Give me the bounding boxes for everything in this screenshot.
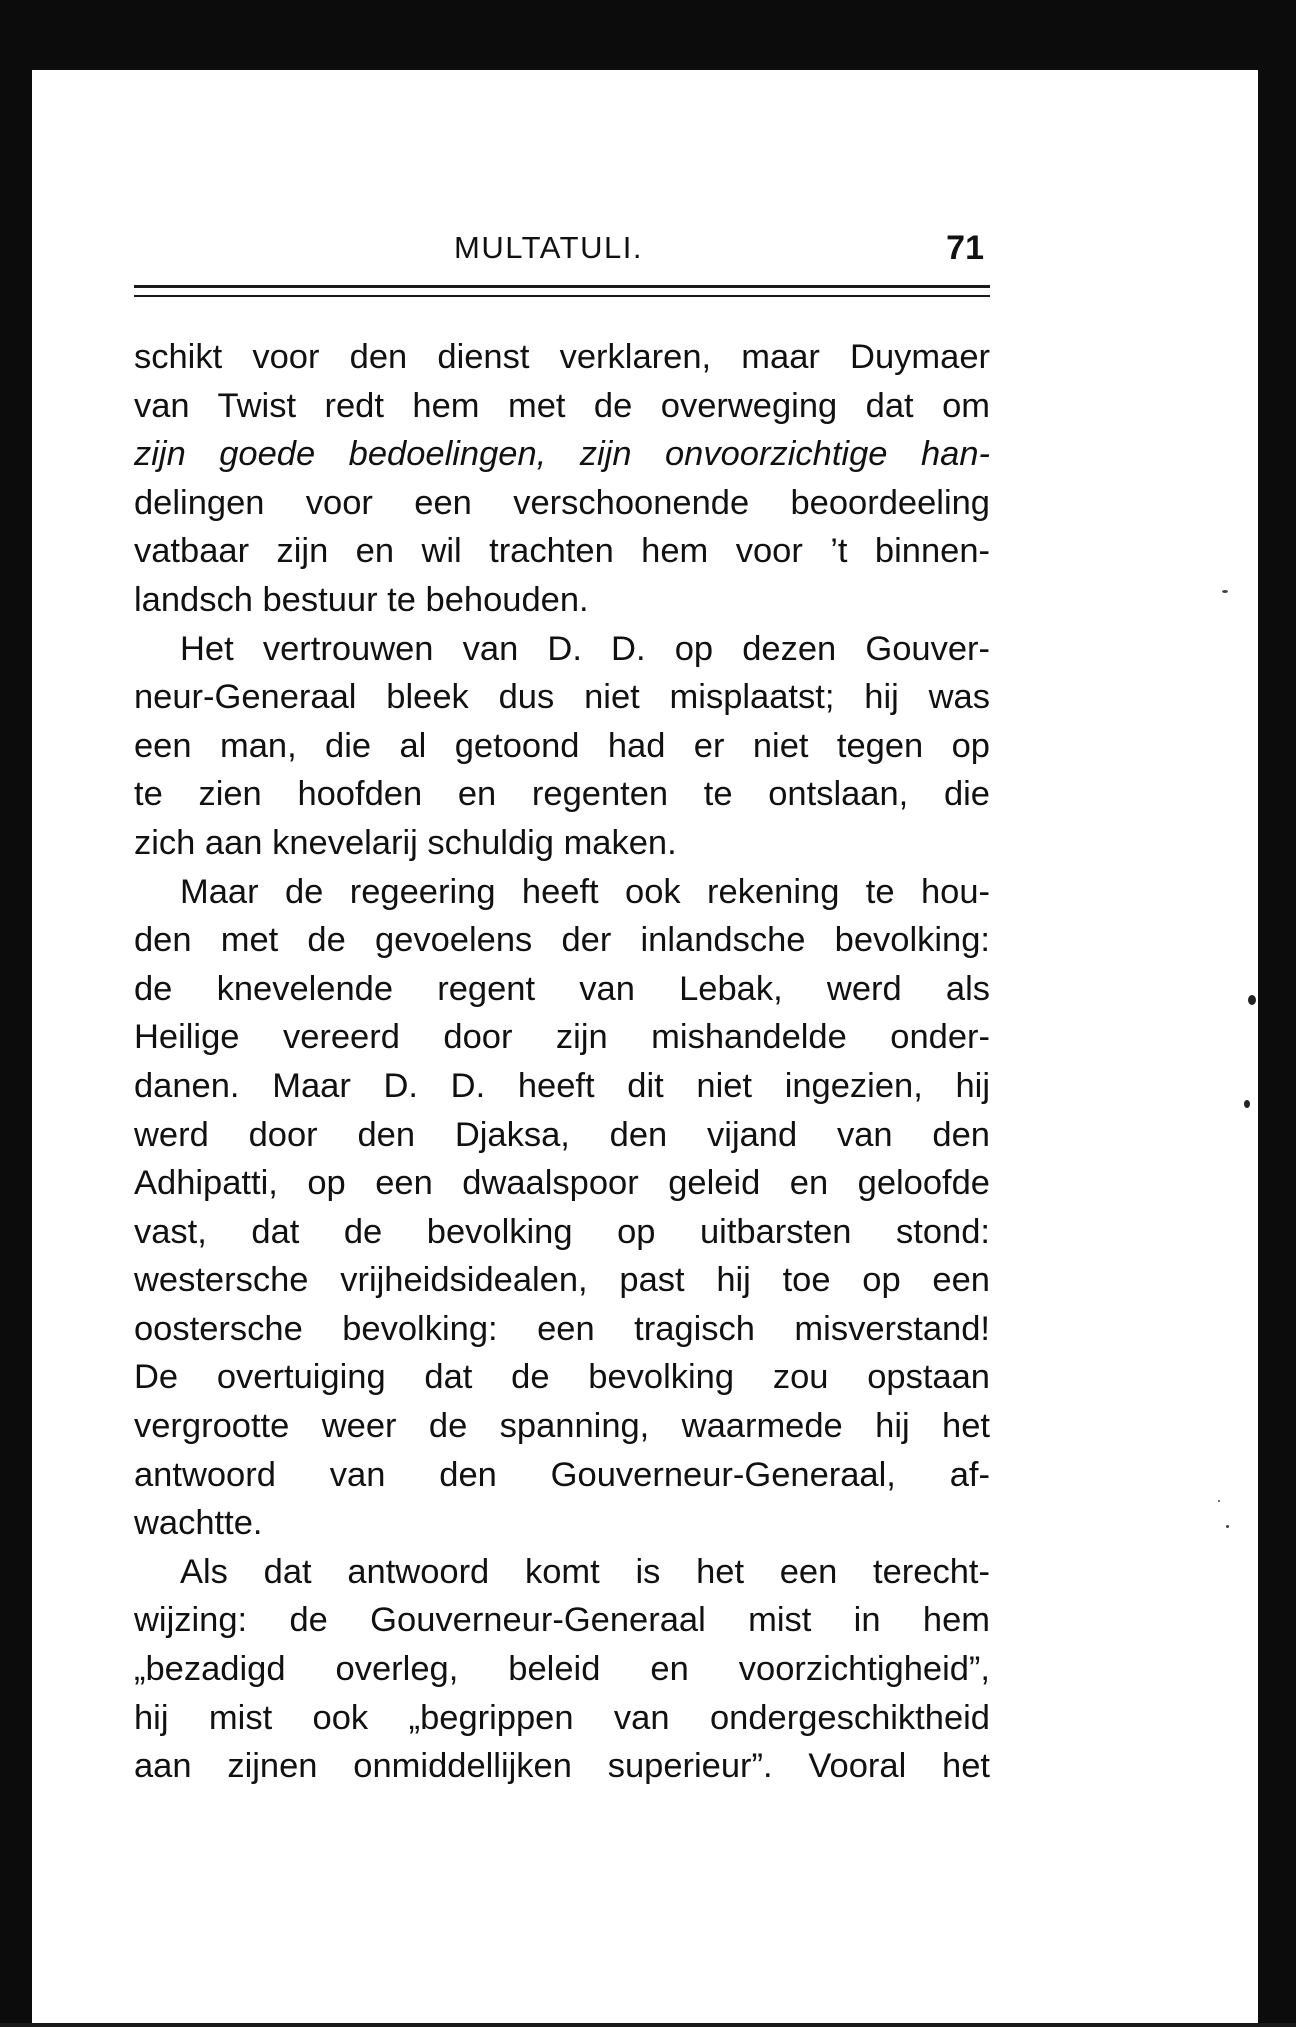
text-line: antwoord van den Gouverneur-Generaal, af- bbox=[134, 1455, 990, 1494]
text-line: Adhipatti, op een dwaalspoor geleid en geloofde bbox=[134, 1164, 990, 1203]
text-line: wijzing: de Gouverneur-Generaal mist in hem bbox=[134, 1601, 990, 1640]
text-line: den met de gevoelens der inlandsche bevolking: bbox=[134, 921, 990, 960]
text-line: een man, die al getoond had er niet tegen op bbox=[134, 726, 990, 765]
text-line: aan zijnen onmiddellijken superieur”. Vooral het bbox=[134, 1747, 990, 1786]
scan-speck bbox=[1222, 590, 1228, 593]
scan-border-right bbox=[1258, 0, 1296, 2027]
scan-speck bbox=[1248, 995, 1256, 1005]
text-line: De overtuiging dat de bevolking zou opstaan bbox=[134, 1358, 990, 1397]
text-line: zijn goede bedoelingen, zijn onvoorzichtige han- bbox=[134, 435, 990, 474]
text-line: schikt voor den dienst verklaren, maar Duymaer bbox=[134, 338, 990, 376]
text-line: neur-Generaal bleek dus niet misplaatst; hij was bbox=[134, 678, 990, 717]
text-line: landsch bestuur te behouden. bbox=[134, 580, 589, 619]
text-line: vatbaar zijn en wil trachten hem voor ’t binnen- bbox=[134, 532, 990, 571]
scan-border-left bbox=[0, 0, 32, 2027]
body-text bbox=[134, 333, 990, 1791]
text-line: vast, dat de bevolking op uitbarsten stond: bbox=[134, 1212, 990, 1251]
text-line: van Twist redt hem met de overweging dat om bbox=[134, 386, 990, 425]
text-line: te zien hoofden en regenten te ontslaan, die bbox=[134, 775, 990, 814]
text-line: „bezadigd overleg, beleid en voorzichtigheid”, bbox=[134, 1650, 990, 1689]
text-line: danen. Maar D. D. heeft dit niet ingezien, hij bbox=[134, 1066, 990, 1105]
text-line: westersche vrijheidsidealen, past hij toe op een bbox=[134, 1261, 990, 1300]
text-line: Heilige vereerd door zijn mishandelde onder- bbox=[134, 1018, 990, 1057]
text-line: oostersche bevolking: een tragisch misverstand! bbox=[134, 1309, 990, 1348]
scan-speck bbox=[1226, 1525, 1229, 1528]
page-number: 71 bbox=[946, 229, 984, 267]
scan-speck bbox=[1218, 1500, 1220, 1502]
text-line: werd door den Djaksa, den vijand van den bbox=[134, 1115, 990, 1154]
header-rule-top bbox=[134, 285, 990, 288]
header-rule-bottom bbox=[134, 295, 990, 297]
text-line: Het vertrouwen van D. D. op dezen Gouver- bbox=[180, 629, 990, 668]
text-line: Maar de regeering heeft ook rekening te hou- bbox=[180, 872, 990, 911]
text-line: zich aan knevelarij schuldig maken. bbox=[134, 823, 677, 862]
text-line: delingen voor een verschoonende beoordeeling bbox=[134, 483, 990, 522]
text-line: vergrootte weer de spanning, waarmede hij het bbox=[134, 1407, 990, 1446]
scan-border-bottom bbox=[0, 2023, 1296, 2027]
text-line: Als dat antwoord komt is het een terecht- bbox=[180, 1552, 990, 1591]
running-title: MULTATULI. bbox=[454, 230, 643, 265]
scan-border-top bbox=[0, 0, 1296, 70]
text-line: de knevelende regent van Lebak, werd als bbox=[134, 969, 990, 1008]
text-line: hij mist ook „begrippen van ondergeschiktheid bbox=[134, 1698, 990, 1737]
page-header bbox=[134, 228, 994, 288]
scan-speck bbox=[1244, 1100, 1250, 1108]
text-line: wachtte. bbox=[134, 1504, 263, 1543]
